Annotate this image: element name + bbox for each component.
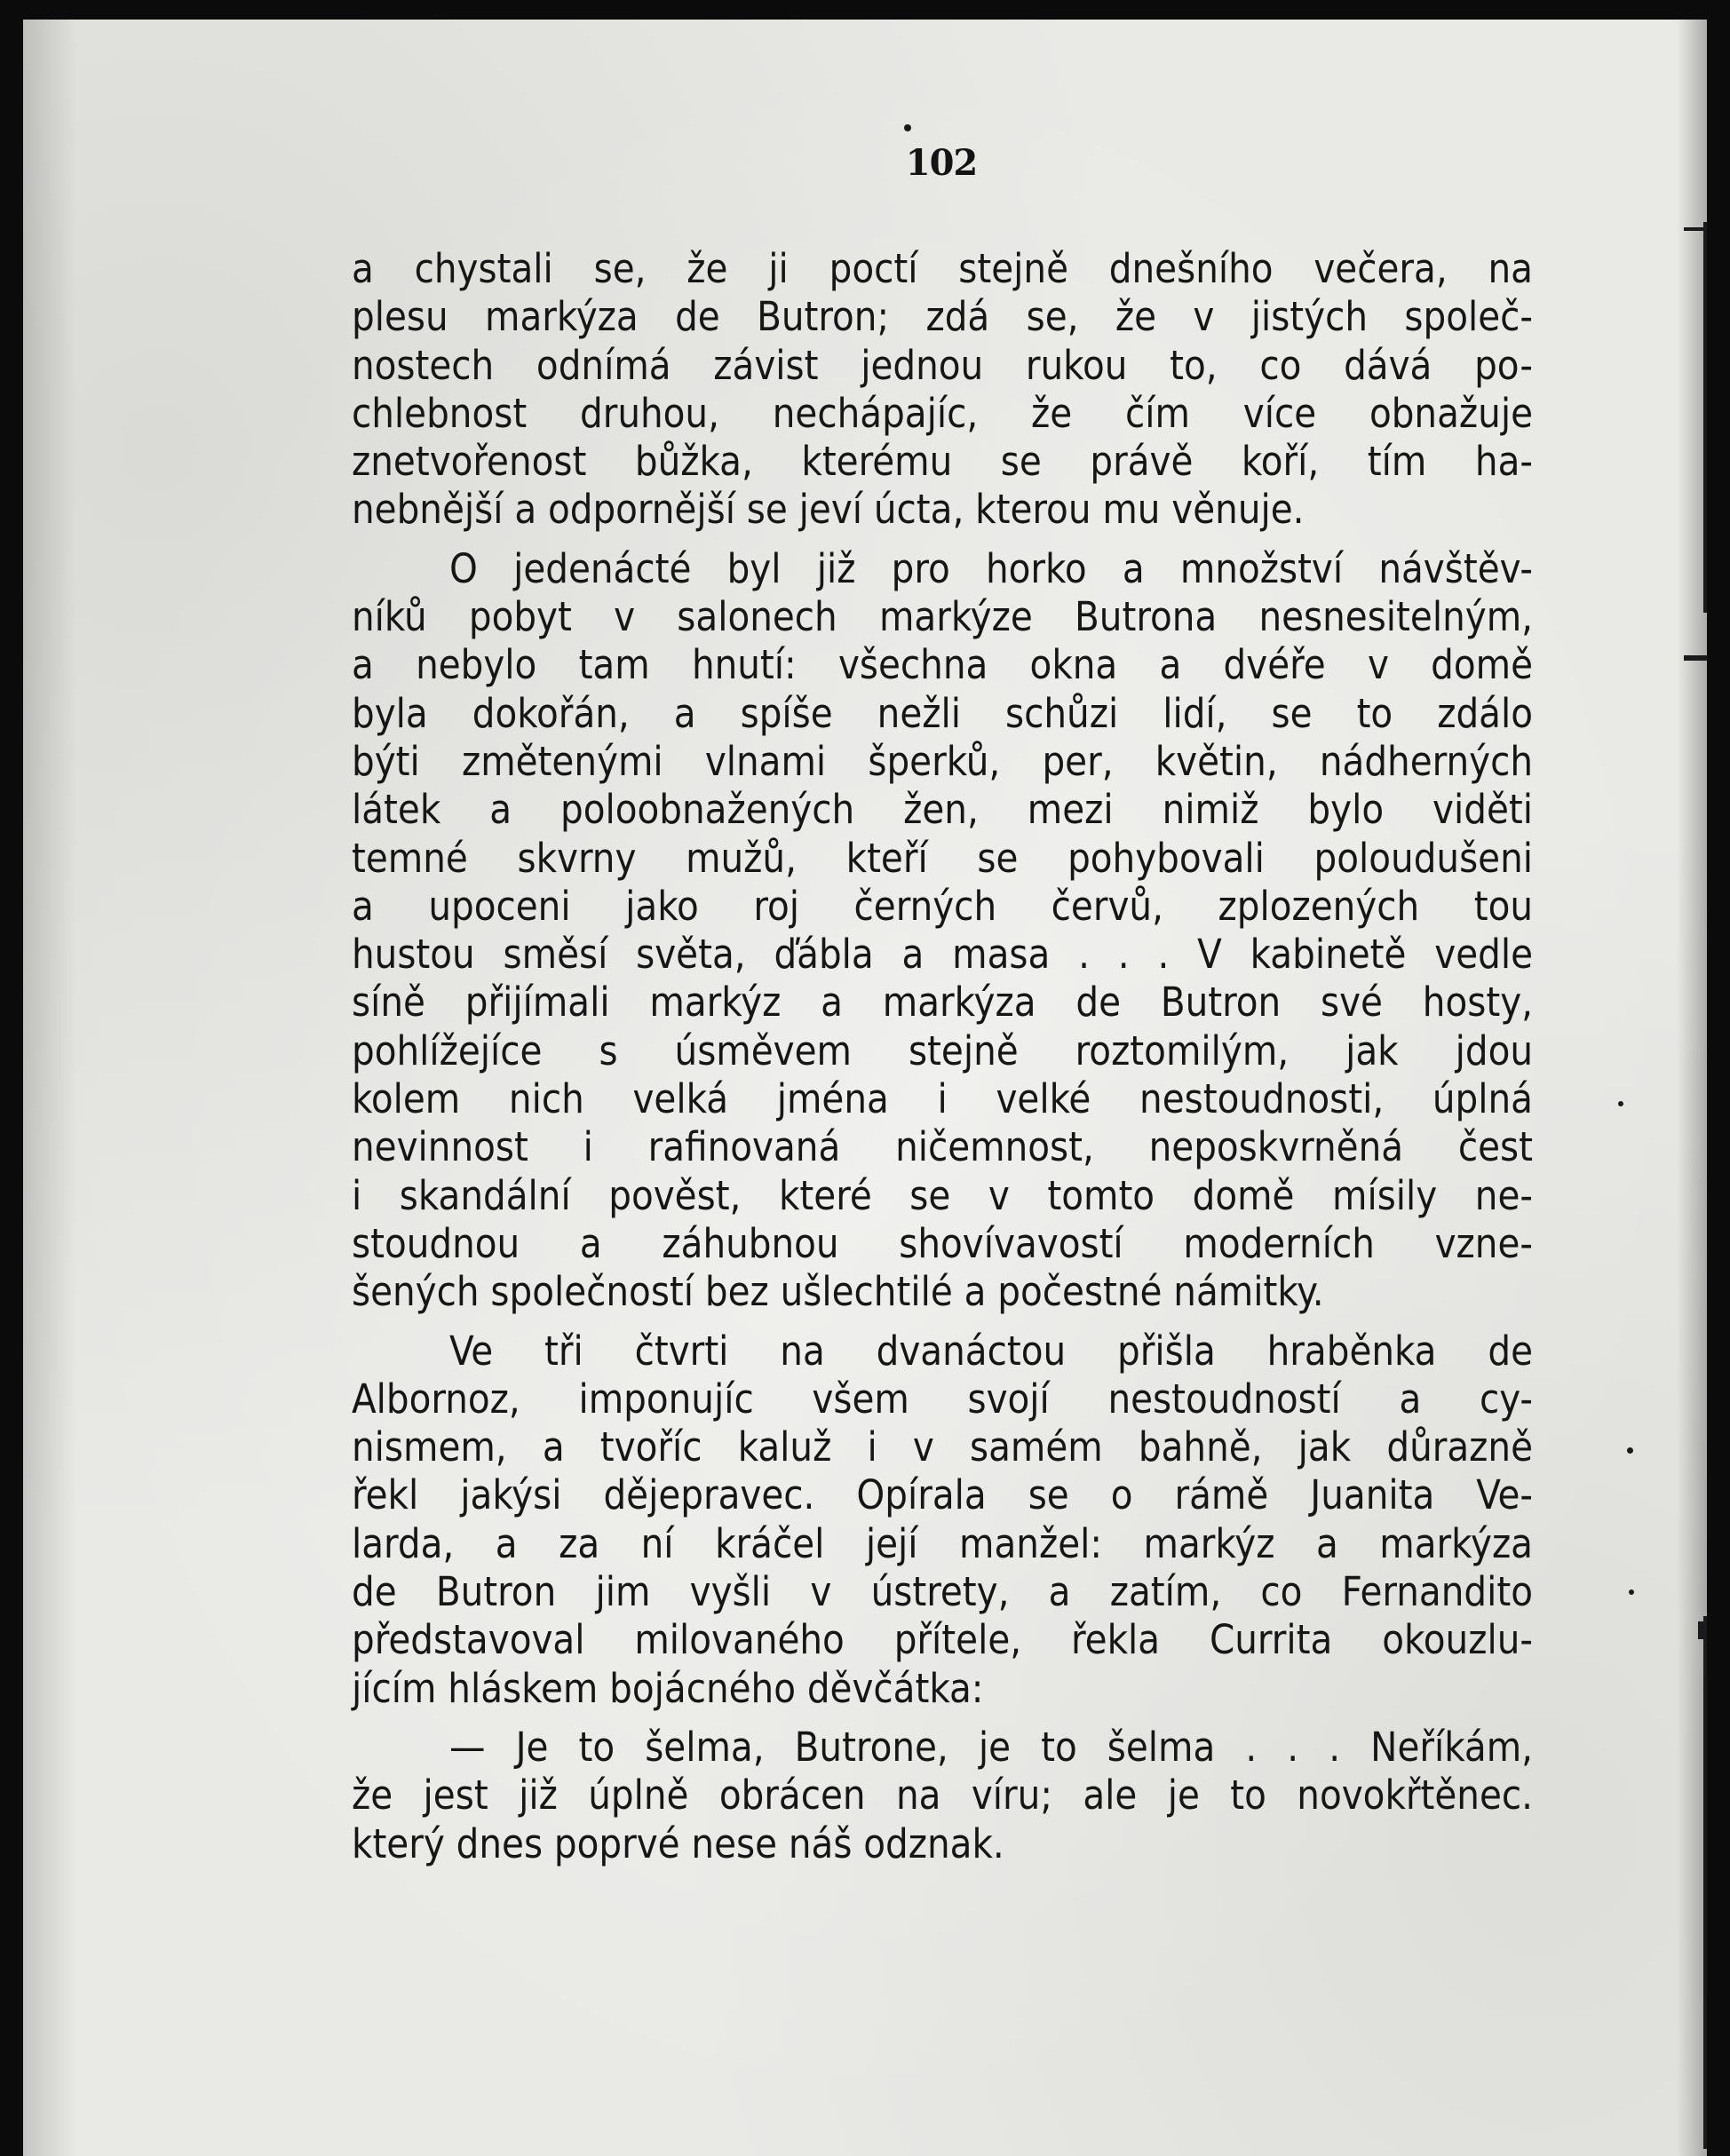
paragraph	[352, 1328, 1533, 1713]
text-line: a upoceni jako roj černých červů, zplozených tou	[352, 882, 1533, 930]
text-line: nebnější a odpornější se jeví úcta, kterou mu věnuje.	[352, 486, 1305, 534]
page-edge-shadow	[1677, 20, 1707, 2156]
text-line: nevinnost i rafinovaná ničemnost, neposkvrněná čest	[352, 1123, 1533, 1171]
text-line: pohlížejíce s úsměvem stejně roztomilým, jak jdou	[352, 1026, 1533, 1074]
text-line: řekl jakýsi dějepravec. Opírala se o rámě Juanita Ve-	[352, 1471, 1533, 1519]
text-line: a nebylo tam hnutí: všechna okna a dvéře v domě	[352, 641, 1533, 689]
text-line: i skandální pověst, které se v tomto domě mísily ne-	[352, 1171, 1533, 1219]
margin-mark-tick-top	[1684, 227, 1703, 231]
page-edge-rule-top	[1703, 222, 1707, 613]
page-number: 102	[905, 142, 978, 184]
text-line: de Butron jim vyšli v ústrety, a zatím, co Fernandito	[352, 1568, 1533, 1616]
text-line: hustou směsí světa, ďábla a masa . . . V kabinetě vedle	[352, 931, 1533, 979]
text-line: nismem, a tvoříc kaluž i v samém bahně, jak důrazně	[352, 1423, 1533, 1471]
page-number-dot	[904, 124, 911, 131]
text-line: kolem nich velká jména i velké nestoudnosti, úplná	[352, 1075, 1533, 1123]
text-line: šených společností bez ušlechtilé a počestné námitky.	[352, 1268, 1324, 1316]
text-line: že jest již úplně obrácen na víru; ale je to novokřtěnec.	[352, 1772, 1533, 1819]
gutter-shadow	[23, 20, 76, 2156]
text-line: síně přijímali markýz a markýza de Butron své hosty,	[352, 979, 1533, 1026]
body-text	[352, 245, 1533, 1868]
text-line: larda, a za ní kráčel její manžel: markýz a markýza	[352, 1519, 1533, 1567]
text-line: který dnes poprvé nese náš odznak.	[352, 1819, 1004, 1867]
text-line: Albornoz, imponujíc všem svojí nestoudností a cy-	[352, 1375, 1533, 1423]
text-line: býti změtenými vlnami šperků, per, květin, nádherných	[352, 737, 1533, 785]
text-line: a chystali se, že ji poctí stejně dnešního večera, na	[352, 245, 1533, 292]
text-line: nostech odnímá závist jednou rukou to, co dává po-	[352, 341, 1533, 389]
paragraph	[352, 245, 1533, 535]
text-line: znetvořenost bůžka, kterému se právě koří, tím ha-	[352, 438, 1533, 486]
margin-mark-dot-3	[1629, 1589, 1634, 1595]
text-line: plesu markýza de Butron; zdá se, že v jistých společ-	[352, 293, 1533, 341]
margin-mark-arrow	[1684, 655, 1707, 661]
paragraph	[352, 545, 1533, 1317]
margin-mark-dot-1	[1618, 1101, 1623, 1106]
page-edge-rule-bottom	[1703, 1616, 1707, 2149]
text-line: níků pobyt v salonech markýze Butrona nesnesitelným,	[352, 593, 1533, 641]
text-line: stoudnou a záhubnou shovívavostí moderních vzne-	[352, 1219, 1533, 1267]
text-line: látek a poloobnažených žen, mezi nimiž bylo viděti	[352, 786, 1533, 834]
text-line: představoval milovaného přítele, řekla Currita okouzlu-	[352, 1616, 1533, 1664]
margin-mark-clip	[1698, 1621, 1707, 1639]
text-line: byla dokořán, a spíše nežli schůzi lidí, se to zdálo	[352, 689, 1533, 737]
text-line: temné skvrny mužů, kteří se pohybovali poloudušeni	[352, 834, 1533, 882]
text-line: jícím hláskem bojácného děvčátka:	[352, 1664, 984, 1712]
text-line: — Je to šelma, Butrone, je to šelma . . . Neříkám,	[449, 1723, 1533, 1771]
paragraph	[352, 1724, 1533, 1868]
text-line: O jedenácté byl již pro horko a množství návštěv-	[449, 544, 1533, 592]
text-line: chlebnost druhou, nechápajíc, že čím více obnažuje	[352, 389, 1533, 437]
text-line: Ve tři čtvrti na dvanáctou přišla hraběnka de	[449, 1327, 1533, 1375]
margin-mark-dot-2	[1627, 1447, 1633, 1454]
